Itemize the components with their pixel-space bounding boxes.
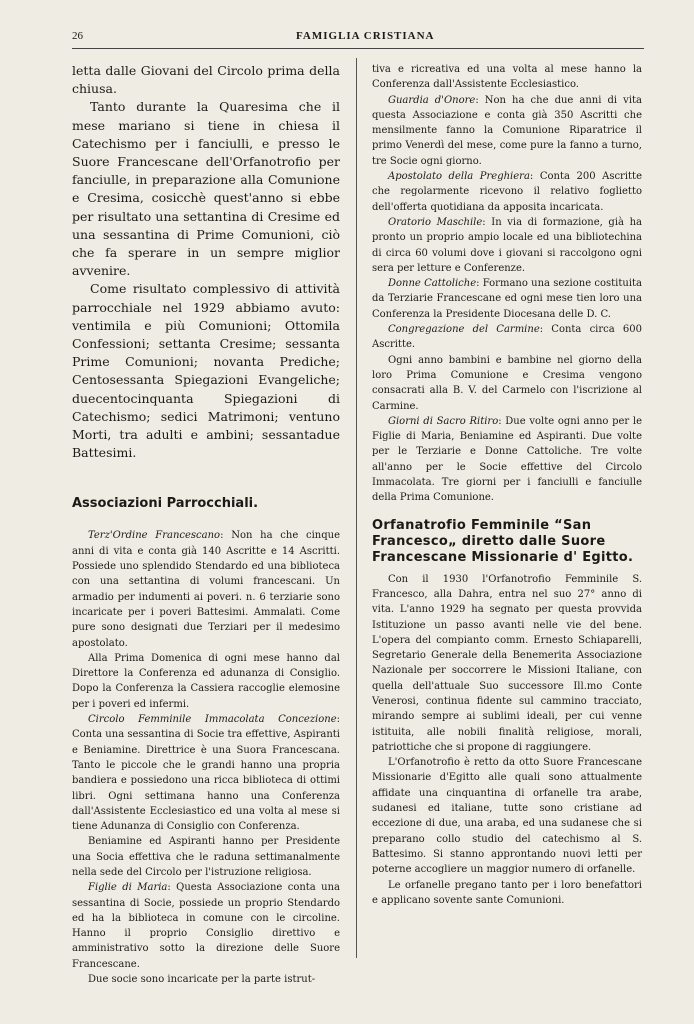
paragraph-guardia: Guardia d'Onore: Non ha che due anni di vita questa Associazione e conta già 350 Ascritti che mensilmente fanno la Comunione Riparatrice il primo Venerdì del mese, come pure la fanno a turno, tre Socie ogni giorno. — [372, 94, 643, 167]
left-column — [72, 62, 340, 987]
paragraph-risultato: Come risultato complessivo di attività parrocchiale nel 1929 abbiamo avuto: ventimila e più Comunioni; Ottomila Confessioni; settanta Cresime; sessanta Prime Comunioni; novanta Prediche; Centosessanta Spiegazioni Evangeliche; duecentocinquanta Spiegazioni di Catechismo; sedici Matrimoni; ventuno Morti, tra adulti e ambini; sessantadue Battesimi. — [72, 281, 340, 461]
paragraph-pregano: Le orfanelle pregano tanto per i loro benefattori e applicano sovente sante Comunioni. — [372, 879, 642, 906]
paragraph-oratorio: Oratorio Maschile: In via di formazione, già ha pronto un proprio ampio locale ed una bibliotechina di circa 60 volumi dove i giovani si raccolgono ogni sera per letture e Conferenze. — [372, 216, 642, 274]
label-carmine: Congregazione del Carmine — [388, 324, 540, 336]
label-donne: Donne Cattoliche — [388, 278, 477, 290]
page-number: 26 — [72, 30, 83, 42]
paragraph-circolo: Circolo Femminile Immacolata Concezione: Conta una sessantina di Socie tra effettive, Aspiranti e Beniamine. Direttrice è una Suora Francescana. Tanto le piccole che le grandi hanno una propria bandiera e possiedono una ricca biblioteca di ottimi libri. Ogni settimana hanno una Conferenza dall'Assistente Ecclesiastico ed una volta al mese si tiene Adunanza di Consiglio con Conferenza. — [72, 714, 340, 833]
label-terz-ordine: Terz'Ordine Francescano — [88, 530, 221, 542]
label-apostolato: Apostolato della Preghiera — [388, 171, 530, 183]
paragraph-figlie: Figlie di Maria: Questa Associazione conta una sessantina di Socie, possiede un proprio Stendardo ed ha la biblioteca in comune con le circoline. Hanno il proprio Consiglio direttivo e amministrativo sotto la direzione delle Suore Francescane. — [72, 882, 341, 970]
label-figlie: Figlie di Maria — [88, 882, 168, 894]
paragraph-prima-domenica: Alla Prima Domenica di ogni mese hanno dal Direttore la Conferenza ed adunanza di Consiglio. Dopo la Conferenza la Cassiera raccoglie elemosine per i poveri ed infermi. — [72, 652, 340, 710]
right-column — [372, 62, 642, 908]
journal-title: FAMIGLIA CRISTIANA — [296, 30, 435, 42]
paragraph-bambini: Ogni anno bambini e bambine nel giorno della loro Prima Comunione e Cresima vengono consacrati alla B. V. del Carmelo con l'iscrizione al Carmine. — [372, 354, 642, 412]
paragraph-donne: Donne Cattoliche: Formano una sezione costituita da Terziarie Francescane ed ogni mese tien loro una Conferenza la Presidente Diocesana delle D. C. — [372, 278, 643, 320]
paragraph-quaresima: Tanto durante la Quaresima che il mese mariano si tiene in chiesa il Catechismo per i fanciulli, e presso le Suore Francescane dell'Orfanotrofio per fanciulle, in preparazione alla Comunione e Cresima, cosicchè quest'anno si ebbe per risultato una settantina di Cresime ed una sessantina di Prime Comunioni, ciò che fa sperare in un sempre miglior avvenire. — [72, 99, 340, 279]
paragraph-beniamine: Beniamine ed Aspiranti hanno per Presidente una Socia effettiva che le raduna settimanalmente nella sede del Circolo per l'istruzione religiosa. — [72, 836, 340, 878]
label-guardia: Guardia d'Onore — [388, 94, 476, 106]
header-rule — [72, 48, 644, 49]
label-ritiro: Giorni di Sacro Ritiro — [388, 415, 499, 427]
label-circolo: Circolo Femminile Immacolata Concezione — [88, 714, 337, 726]
section-heading-associazioni: Associazioni Parrocchiali. — [72, 496, 259, 512]
paragraph-continuation: letta dalle Giovani del Circolo prima della chiusa. — [72, 63, 340, 97]
paragraph-1930: Con il 1930 l'Orfanotrofio Femminile S. Francesco, alla Dahra, entra nel suo 27° anno di vita. L'anno 1929 ha segnato per questa provvida Istituzione un passo avanti nelle vie del bene. L'opera del compianto comm. Ernesto Schiaparelli, Segretario Generale della Benemerita Associazione Nazionale per soccorrere le Missioni Italiane, con quella dell'attuale Suo successore Ill.mo Conte Venerosi, continua fidente sul cammino tracciato, mirando sempre ai sublimi ideali, per cui venne istituita, alle nobili finalità religiose, morali, patriottiche che si propone di raggiungere. — [372, 573, 642, 753]
page-header — [72, 28, 644, 46]
paragraph-retto: L'Orfanotrofio è retto da otto Suore Francescane Missionarie d'Egitto alle quali sono attualmente affidate una cinquantina di orfanelle tra arabe, sudanesi ed italiane, tutte sono cristiane ad eccezione di due, una araba, ed una sudanese che si preparano collo studio del catechismo al S. Battesimo. Si stanno approntando nuovi letti per poterne accogliere un maggior numero di orfanelle. — [372, 757, 642, 876]
paragraph-due-socie: Due socie sono incaricate per la parte istrut- — [88, 974, 316, 986]
paragraph-terz-ordine: Terz'Ordine Francescano: Non ha che cinque anni di vita e conta già 140 Ascritte e 14 Ascritti. Possiede uno splendido Stendardo ed una biblioteca con una settantina di volumi francescani. Un armadio per indumenti ai poveri. n. 6 terziarie sono incaricate per i poveri Battesimi. Ammalati. Come pure sono designati due Terziari per il medesimo apostolato. — [72, 530, 340, 649]
section-heading-orfanatrofio: Orfanatrofio Femminile “San Francesco„ diretto dalle Suore Francescane Missionarie d' Egitto. — [372, 517, 634, 565]
paragraph-apostolato: Apostolato della Preghiera: Conta 200 Ascritte che regolarmente ricevono il relativo foglietto dell'offerta quotidiana da apposita incaricata. — [372, 171, 642, 213]
column-divider — [356, 58, 357, 958]
paragraph-continuation-right: tiva e ricreativa ed una volta al mese hanno la Conferenza dall'Assistente Ecclesiastico. — [372, 64, 642, 91]
paragraph-carmine: Congregazione del Carmine: Conta circa 600 Ascritte. — [372, 324, 642, 351]
label-oratorio: Oratorio Maschile — [388, 216, 483, 228]
paragraph-ritiro: Giorni di Sacro Ritiro: Due volte ogni anno per le Figlie di Maria, Beniamine ed Aspiranti. Due volte per le Terziarie e Donne Cattoliche. Tre volte all'anno per le Socie effettive del Circolo Immacolata. Tre giorni per i fanciulli e fanciulle della Prima Comunione. — [372, 415, 642, 504]
